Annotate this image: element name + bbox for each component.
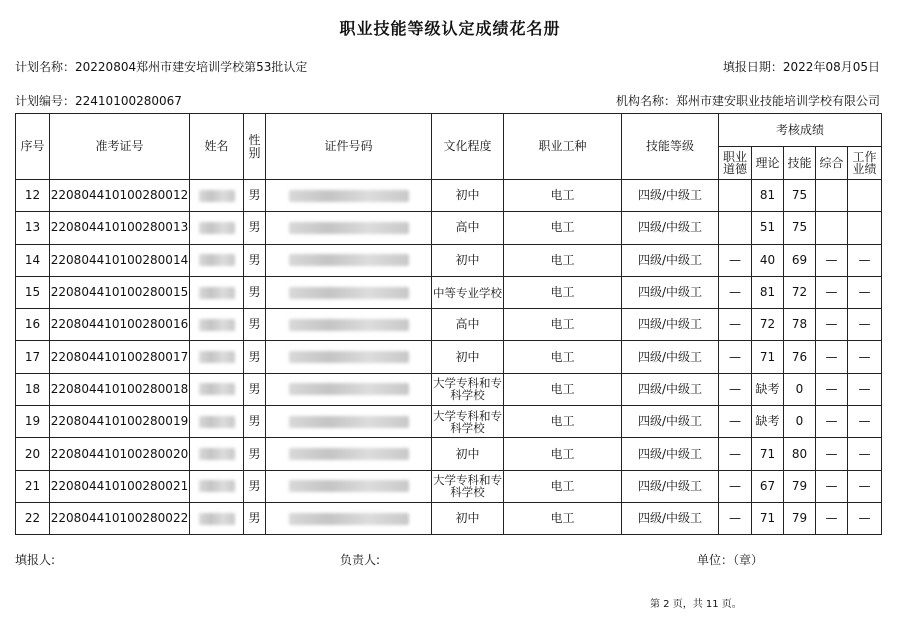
cell-exam-no: 220804410100280020: [50, 438, 190, 470]
roster-body: [16, 180, 882, 535]
cell-id-no: [266, 180, 432, 212]
col-theory: 理论: [752, 147, 784, 180]
table-row: [16, 470, 882, 502]
cell-seq: 21: [16, 470, 50, 502]
cell-education: 初中: [432, 438, 504, 470]
cell-occupation: 电工: [504, 470, 622, 502]
cell-level: 四级/中级工: [622, 309, 719, 341]
page-title: 职业技能等级认定成绩花名册: [339, 19, 561, 38]
cell-level: 四级/中级工: [622, 180, 719, 212]
redacted-name: [199, 351, 235, 363]
redacted-name: [199, 222, 235, 234]
header-row-1: [16, 114, 882, 147]
cell-occupation: 电工: [504, 180, 622, 212]
table-row: [16, 373, 882, 405]
fill-date-value: 2022年08月05日: [782, 60, 880, 74]
cell-ethics: —: [719, 502, 752, 534]
cell-id-no: [266, 502, 432, 534]
col-occupation: 职业工种: [504, 114, 622, 180]
cell-level: 四级/中级工: [622, 406, 719, 438]
plan-no-label: 计划编号：: [15, 94, 76, 108]
col-education: 文化程度: [432, 114, 504, 180]
cell-skill: 72: [784, 276, 816, 308]
cell-theory: 67: [752, 470, 784, 502]
cell-ethics: —: [719, 438, 752, 470]
cell-seq: 18: [16, 373, 50, 405]
cell-work: —: [848, 438, 882, 470]
redacted-id-number: [289, 513, 409, 525]
redacted-id-number: [289, 287, 409, 299]
cell-level: 四级/中级工: [622, 212, 719, 244]
cell-ethics: —: [719, 276, 752, 308]
cell-exam-no: 220804410100280015: [50, 276, 190, 308]
col-overall: 综合: [816, 147, 848, 180]
table-row: [16, 341, 882, 373]
page-number: 第 2 页，共 11 页。: [650, 599, 742, 610]
cell-gender: 男: [244, 309, 266, 341]
redacted-id-number: [289, 319, 409, 331]
cell-exam-no: 220804410100280014: [50, 244, 190, 276]
cell-exam-no: 220804410100280013: [50, 212, 190, 244]
redacted-id-number: [289, 254, 409, 266]
cell-skill: 75: [784, 212, 816, 244]
cell-education: 高中: [432, 309, 504, 341]
cell-level: 四级/中级工: [622, 276, 719, 308]
cell-id-no: [266, 276, 432, 308]
cell-overall: —: [816, 276, 848, 308]
redacted-name: [199, 254, 235, 266]
plan-number: [15, 92, 182, 109]
cell-level: 四级/中级工: [622, 502, 719, 534]
cell-work: [848, 180, 882, 212]
cell-seq: 12: [16, 180, 50, 212]
cell-gender: 男: [244, 373, 266, 405]
cell-ethics: —: [719, 309, 752, 341]
cell-name: [190, 212, 244, 244]
cell-ethics: —: [719, 341, 752, 373]
cell-education: 大学专科和专科学校: [432, 406, 504, 438]
cell-overall: —: [816, 502, 848, 534]
cell-theory: 缺考: [752, 406, 784, 438]
cell-gender: 男: [244, 212, 266, 244]
cell-seq: 15: [16, 276, 50, 308]
org-value: 郑州市建安职业技能培训学校有限公司: [675, 94, 880, 108]
fill-date-label: 填报日期：: [722, 60, 783, 74]
fill-date: [723, 58, 880, 75]
cell-work: —: [848, 244, 882, 276]
cell-ethics: —: [719, 470, 752, 502]
plan-name-value: 20220804郑州市建安培训学校第53批认定: [75, 60, 308, 74]
cell-work: —: [848, 276, 882, 308]
cell-work: —: [848, 502, 882, 534]
cell-exam-no: 220804410100280017: [50, 341, 190, 373]
cell-name: [190, 438, 244, 470]
cell-work: —: [848, 341, 882, 373]
cell-level: 四级/中级工: [622, 373, 719, 405]
cell-exam-no: 220804410100280021: [50, 470, 190, 502]
table-row: [16, 212, 882, 244]
cell-overall: —: [816, 244, 848, 276]
cell-name: [190, 276, 244, 308]
cell-exam-no: 220804410100280016: [50, 309, 190, 341]
cell-skill: 80: [784, 438, 816, 470]
cell-name: [190, 180, 244, 212]
cell-skill: 75: [784, 180, 816, 212]
col-level: 技能等级: [622, 114, 719, 180]
cell-work: —: [848, 406, 882, 438]
cell-id-no: [266, 244, 432, 276]
cell-skill: 0: [784, 406, 816, 438]
table-row: [16, 276, 882, 308]
col-ethics: 职业道德: [719, 147, 752, 180]
col-name: 姓名: [190, 114, 244, 180]
table-row: [16, 309, 882, 341]
cell-gender: 男: [244, 276, 266, 308]
cell-seq: 16: [16, 309, 50, 341]
cell-theory: 71: [752, 438, 784, 470]
redacted-name: [199, 190, 235, 202]
cell-skill: 79: [784, 502, 816, 534]
redacted-name: [199, 480, 235, 492]
cell-exam-no: 220804410100280022: [50, 502, 190, 534]
cell-education: 高中: [432, 212, 504, 244]
cell-overall: —: [816, 470, 848, 502]
cell-ethics: —: [719, 373, 752, 405]
cell-id-no: [266, 341, 432, 373]
cell-name: [190, 470, 244, 502]
cell-level: 四级/中级工: [622, 341, 719, 373]
organization: [616, 92, 880, 109]
redacted-id-number: [289, 190, 409, 202]
cell-overall: —: [816, 309, 848, 341]
cell-id-no: [266, 212, 432, 244]
cell-education: 初中: [432, 341, 504, 373]
redacted-id-number: [289, 416, 409, 428]
redacted-name: [199, 513, 235, 525]
cell-seq: 14: [16, 244, 50, 276]
cell-overall: —: [816, 438, 848, 470]
cell-ethics: [719, 212, 752, 244]
cell-id-no: [266, 438, 432, 470]
cell-theory: 40: [752, 244, 784, 276]
cell-level: 四级/中级工: [622, 470, 719, 502]
table-row: [16, 438, 882, 470]
cell-exam-no: 220804410100280018: [50, 373, 190, 405]
cell-seq: 17: [16, 341, 50, 373]
cell-overall: —: [816, 406, 848, 438]
cell-name: [190, 502, 244, 534]
table-row: [16, 406, 882, 438]
redacted-name: [199, 287, 235, 299]
cell-id-no: [266, 309, 432, 341]
cell-ethics: —: [719, 406, 752, 438]
plan-name: [15, 58, 307, 75]
cell-seq: 13: [16, 212, 50, 244]
cell-name: [190, 244, 244, 276]
cell-occupation: 电工: [504, 212, 622, 244]
cell-education: 中等专业学校: [432, 276, 504, 308]
cell-overall: —: [816, 341, 848, 373]
redacted-id-number: [289, 448, 409, 460]
redacted-id-number: [289, 351, 409, 363]
cell-occupation: 电工: [504, 309, 622, 341]
cell-overall: [816, 212, 848, 244]
cell-theory: 81: [752, 180, 784, 212]
cell-exam-no: 220804410100280012: [50, 180, 190, 212]
cell-occupation: 电工: [504, 244, 622, 276]
cell-ethics: [719, 180, 752, 212]
redacted-id-number: [289, 383, 409, 395]
cell-occupation: 电工: [504, 406, 622, 438]
unit-stamp-label: 单位：（章）: [697, 553, 764, 567]
cell-skill: 0: [784, 373, 816, 405]
plan-name-label: 计划名称：: [15, 60, 76, 74]
col-scores: 考核成绩: [719, 114, 882, 147]
redacted-name: [199, 319, 235, 331]
cell-theory: 缺考: [752, 373, 784, 405]
table-row: [16, 180, 882, 212]
cell-theory: 71: [752, 341, 784, 373]
cell-occupation: 电工: [504, 341, 622, 373]
cell-education: 大学专科和专科学校: [432, 373, 504, 405]
cell-theory: 81: [752, 276, 784, 308]
cell-occupation: 电工: [504, 373, 622, 405]
cell-education: 大学专科和专科学校: [432, 470, 504, 502]
cell-id-no: [266, 373, 432, 405]
cell-ethics: —: [719, 244, 752, 276]
org-label: 机构名称：: [615, 94, 676, 108]
cell-work: —: [848, 470, 882, 502]
redacted-id-number: [289, 480, 409, 492]
cell-overall: [816, 180, 848, 212]
redacted-name: [199, 448, 235, 460]
cell-occupation: 电工: [504, 502, 622, 534]
cell-level: 四级/中级工: [622, 438, 719, 470]
cell-skill: 69: [784, 244, 816, 276]
cell-overall: —: [816, 373, 848, 405]
cell-occupation: 电工: [504, 438, 622, 470]
plan-no-value: 22410100280067: [75, 94, 182, 108]
cell-work: [848, 212, 882, 244]
cell-work: —: [848, 373, 882, 405]
col-gender: 性别: [244, 114, 266, 180]
cell-seq: 19: [16, 406, 50, 438]
col-work: 工作业绩: [848, 147, 882, 180]
col-skill: 技能: [784, 147, 816, 180]
redacted-id-number: [289, 222, 409, 234]
cell-gender: 男: [244, 502, 266, 534]
person-in-charge-label: 负责人:: [340, 553, 381, 567]
cell-seq: 20: [16, 438, 50, 470]
cell-name: [190, 373, 244, 405]
cell-gender: 男: [244, 180, 266, 212]
cell-skill: 79: [784, 470, 816, 502]
col-exam-no: 准考证号: [50, 114, 190, 180]
cell-name: [190, 341, 244, 373]
cell-work: —: [848, 309, 882, 341]
cell-theory: 72: [752, 309, 784, 341]
cell-gender: 男: [244, 470, 266, 502]
cell-education: 初中: [432, 244, 504, 276]
cell-exam-no: 220804410100280019: [50, 406, 190, 438]
redacted-name: [199, 416, 235, 428]
cell-gender: 男: [244, 341, 266, 373]
redacted-name: [199, 383, 235, 395]
table-row: [16, 244, 882, 276]
filler-label: 填报人:: [15, 553, 56, 567]
cell-id-no: [266, 406, 432, 438]
cell-skill: 76: [784, 341, 816, 373]
cell-id-no: [266, 470, 432, 502]
col-id-no: 证件号码: [266, 114, 432, 180]
cell-level: 四级/中级工: [622, 244, 719, 276]
cell-name: [190, 309, 244, 341]
cell-theory: 51: [752, 212, 784, 244]
cell-education: 初中: [432, 180, 504, 212]
cell-theory: 71: [752, 502, 784, 534]
cell-name: [190, 406, 244, 438]
cell-gender: 男: [244, 244, 266, 276]
cell-education: 初中: [432, 502, 504, 534]
col-seq: 序号: [16, 114, 50, 180]
cell-occupation: 电工: [504, 276, 622, 308]
table-row: [16, 502, 882, 534]
cell-skill: 78: [784, 309, 816, 341]
cell-seq: 22: [16, 502, 50, 534]
cell-gender: 男: [244, 438, 266, 470]
cell-gender: 男: [244, 406, 266, 438]
score-roster-table: [15, 113, 882, 535]
